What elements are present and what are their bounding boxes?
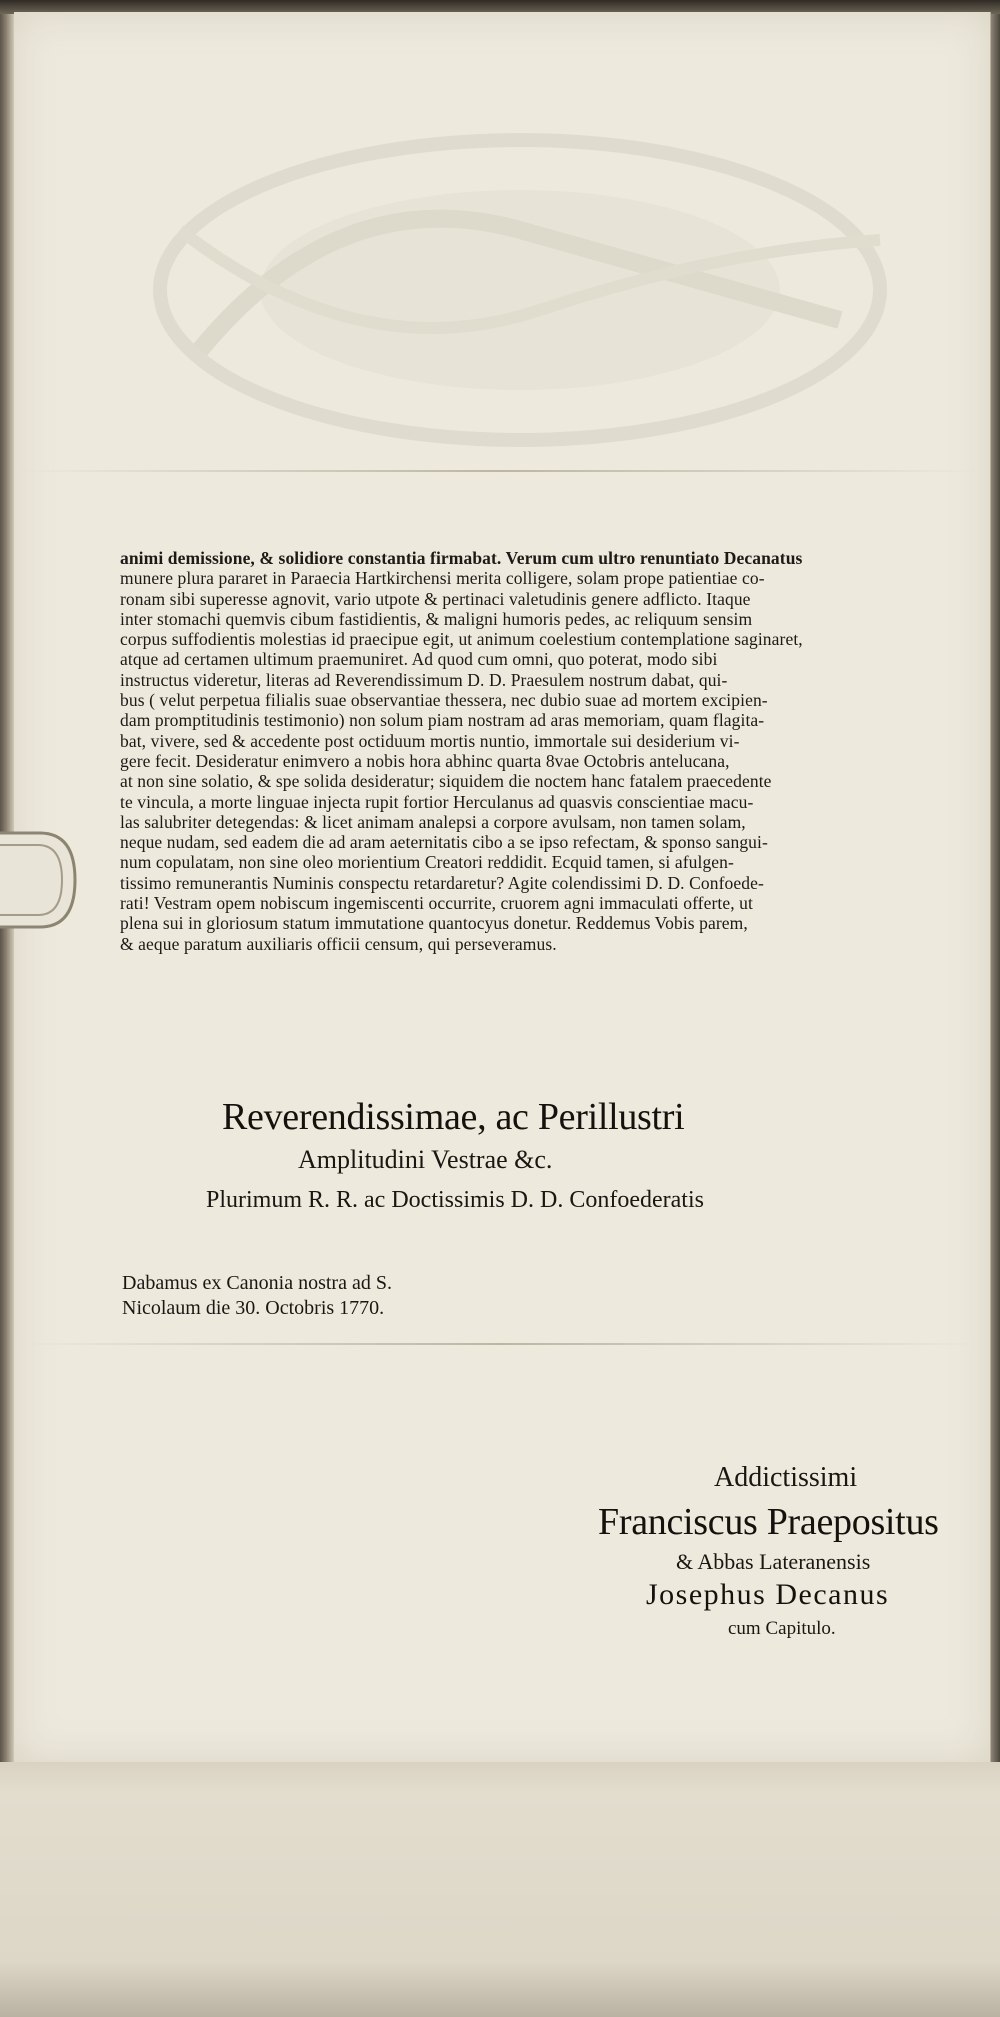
body-line: atque ad certamen ultimum praemuniret. Ad quod cum omni, quo poterat, modo sibi [120, 649, 718, 670]
date-line-2: Nicolaum die 30. Octobris 1770. [122, 1297, 385, 1319]
body-line: at non sine solatio, & spe solida desideratur; siquidem die noctem hanc fatalem praecedente [120, 771, 772, 792]
signature-closing: Addictissimi [714, 1462, 858, 1493]
body-line: animi demissione, & solidiore constantia firmabat. Verum cum ultro renuntiato Decanatus [120, 548, 803, 568]
body-line: rati! Vestram opem nobiscum ingemiscenti occurrite, cruorem agni immaculati offerte, ut [120, 893, 753, 914]
salutation-subheading: Amplitudini Vestrae &c. [298, 1145, 553, 1174]
body-line: dam promptitudinis testimonio) non solum piam nostram ad aras memoriam, quam flagita- [120, 710, 765, 731]
body-line: tissimo remunerantis Numinis conspectu retardaretur? Agite colendissimi D. D. Confoede- [120, 872, 764, 893]
fold-line [20, 470, 980, 472]
bleed-through-watermark [140, 120, 900, 460]
body-line: te vincula, a morte linguae injecta rupit fortior Herculanus ad quasvis conscientiae macu- [120, 791, 754, 812]
binding-tab [0, 825, 80, 935]
signature-chapter: cum Capitulo. [728, 1618, 836, 1639]
body-line: inter stomachi quemvis cibum fastidientis, & maligni humoris pedes, ac reliquum sensim [120, 608, 753, 629]
body-line: neque nudam, sed eadem die ad aram aeternitatis cibo a se ipso refectam, & sponso sangui- [120, 832, 768, 853]
body-line: corpus suffodientis molestias id praecipue egit, ut animum coelestium contemplatione saginaret, [120, 629, 803, 650]
body-line: munere plura pararet in Paraecia Hartkirchensi merita colligere, solam prope patientiae co- [120, 568, 765, 589]
salutation-heading: Reverendissimae, ac Perillustri [222, 1096, 685, 1138]
body-line: las salubriter detegendas: & licet animam analepsi a corpore avulsam, non tamen solam, [120, 811, 746, 832]
body-line: instructus videretur, literas ad Reverendissimum D. D. Praesulem nostrum dabat, qui- [120, 669, 728, 690]
salutation-addressees: Plurimum R. R. ac Doctissimis D. D. Confoederatis [206, 1187, 704, 1213]
body-line: bat, vivere, sed & accedente post octiduum mortis nuntio, immortale sui desiderium vi- [120, 730, 740, 751]
lower-page-flap [0, 1762, 1000, 2017]
signature-name-dean: Josephus Decanus [646, 1578, 890, 1611]
body-line: plena sui in gloriosum statum immutatione quantocyus donetur. Reddemus Vobis parem, [120, 913, 748, 934]
body-line: num copulatam, non sine oleo morientium Creatori reddidit. Ecquid tamen, si afulgen- [120, 852, 734, 873]
body-line: & aeque paratum auxiliaris officii censum, qui perseveramus. [120, 933, 557, 954]
date-line-1: Dabamus ex Canonia nostra ad S. [122, 1272, 392, 1294]
body-line: bus ( velut perpetua filialis suae observantiae thessera, nec dubio suae ad mortem excipien- [120, 690, 768, 711]
body-line: ronam sibi superesse agnovit, vario utpote & pertinaci valetudinis genere adflicto. Itaque [120, 588, 751, 609]
signature-name-provost: Franciscus Praepositus [598, 1501, 939, 1543]
signature-title-abbot: & Abbas Lateranensis [676, 1549, 871, 1574]
body-line: gere fecit. Desideratur enimvero a nobis hora abhinc quarta 8vae Octobris antelucana, [120, 750, 730, 771]
fold-line [20, 1343, 980, 1345]
date-line [122, 1271, 392, 1321]
letter-body [120, 548, 986, 954]
